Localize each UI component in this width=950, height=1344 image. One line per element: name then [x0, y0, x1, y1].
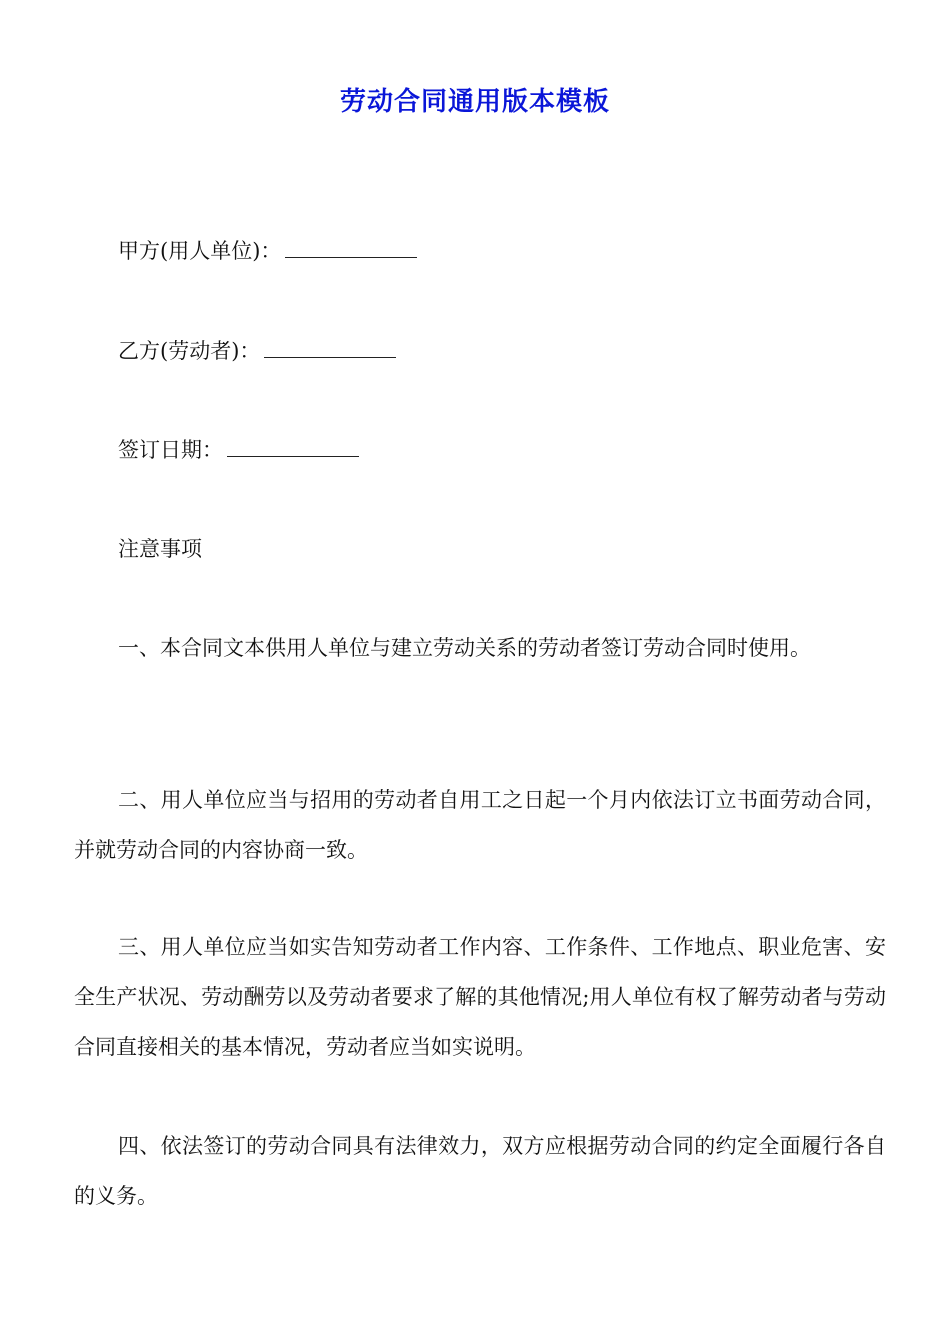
party-b-field — [118, 336, 396, 366]
document-title: 劳动合同通用版本模板 — [339, 87, 610, 117]
party-a-label: 甲方(用人单位)： — [118, 239, 282, 263]
party-a-blank — [285, 237, 417, 258]
signing-date-blank — [227, 436, 359, 457]
party-b-label: 乙方(劳动者)： — [118, 339, 261, 363]
signing-date-field — [118, 435, 359, 465]
note-paragraph-1: 一、本合同文本供用人单位与建立劳动关系的劳动者签订劳动合同时使用。 — [118, 636, 811, 660]
note-paragraph-4: 四、依法签订的劳动合同具有法律效力，双方应根据劳动合同的约定全面履行各自的义务。 — [74, 1134, 886, 1208]
note-paragraph-3: 三、用人单位应当如实告知劳动者工作内容、工作条件、工作地点、职业危害、安全生产状况、劳动酬劳以及劳动者要求了解的其他情况;用人单位有权了解劳动者与劳动合同直接相关的基本情况，劳动者应当如实说明。 — [74, 935, 886, 1059]
party-b-blank — [264, 337, 396, 358]
note-paragraph-2: 二、用人单位应当与招用的劳动者自用工之日起一个月内依法订立书面劳动合同，并就劳动合同的内容协商一致。 — [74, 788, 886, 862]
notes-heading: 注意事项 — [118, 537, 202, 561]
signing-date-label: 签订日期： — [118, 438, 223, 462]
party-a-field — [118, 236, 417, 266]
